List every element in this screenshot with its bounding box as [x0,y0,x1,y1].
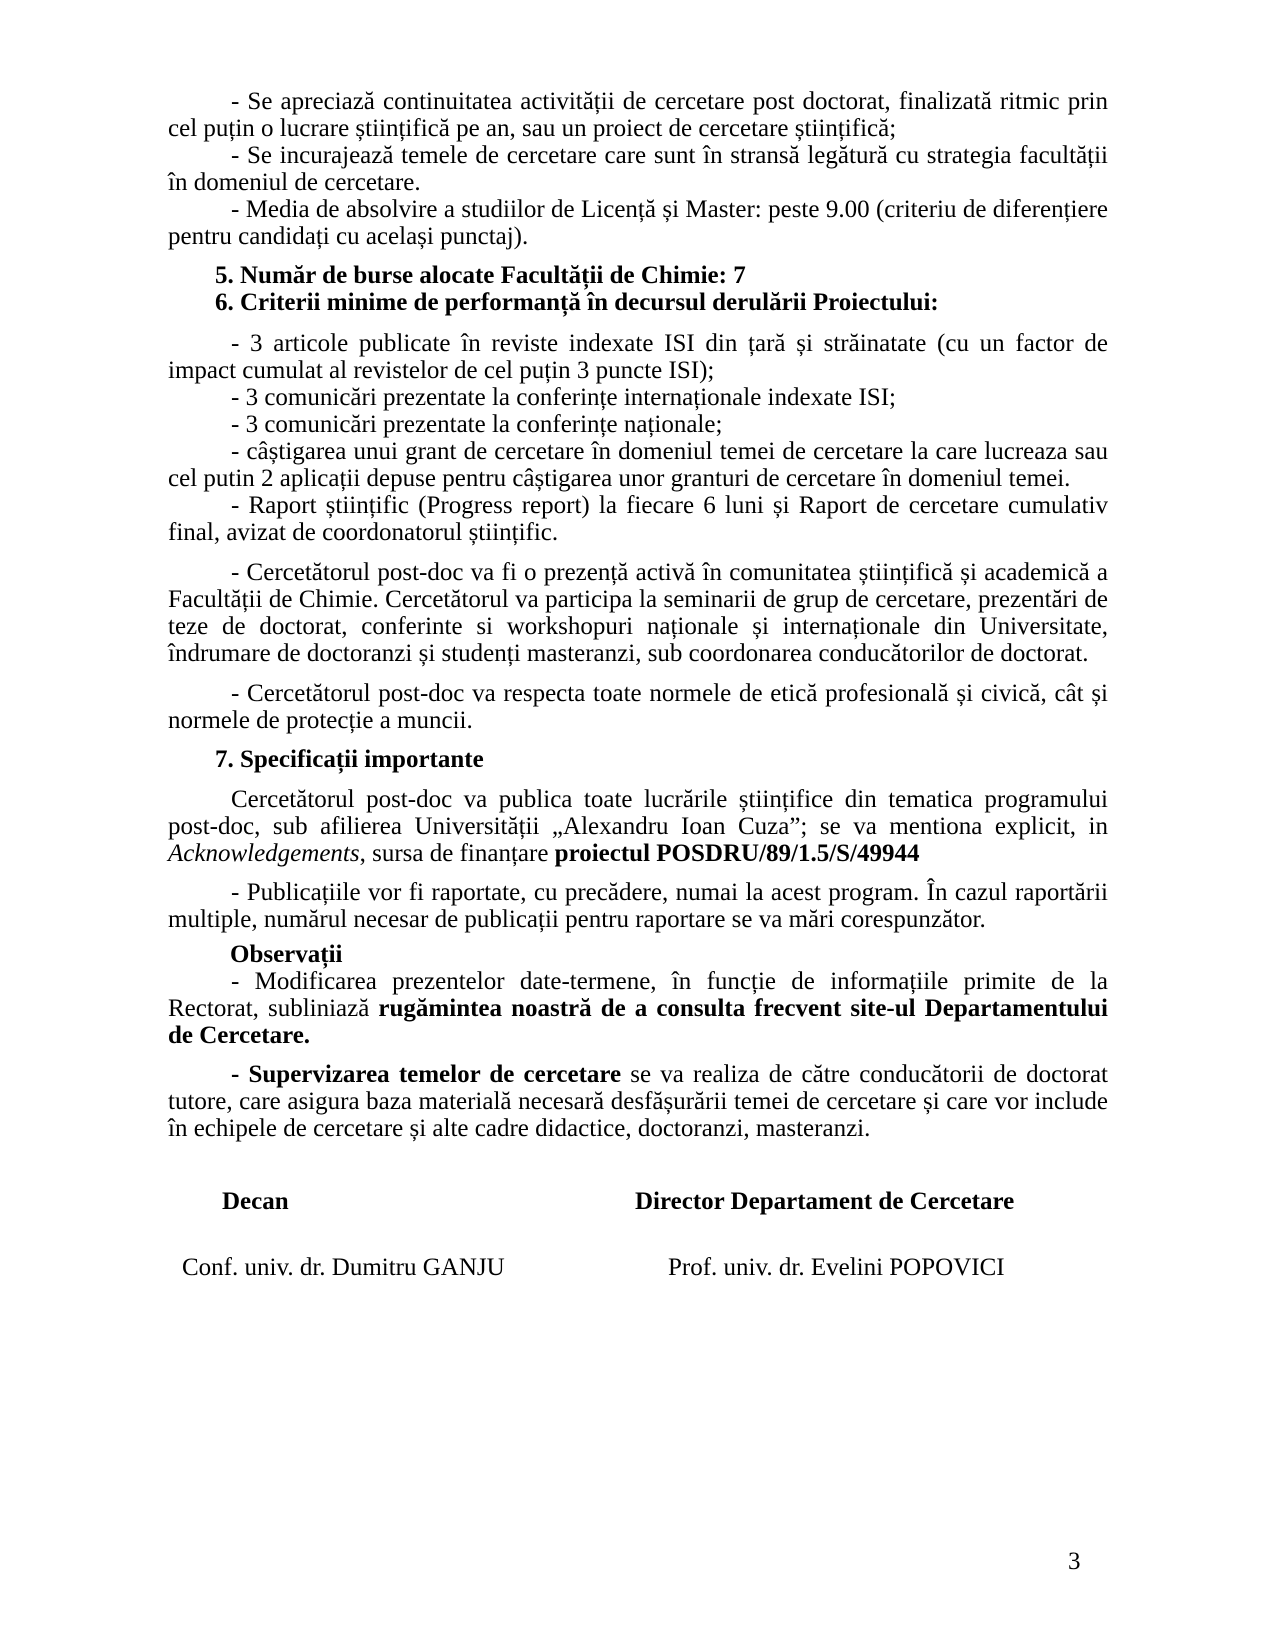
signature-name-research-director: Prof. univ. dr. Evelini POPOVICI [668,1254,1005,1281]
list-item-international-conferences: - 3 comunicări prezentate la conferințe internaționale indexate ISI; [231,384,896,411]
list-item-national-conferences: - 3 comunicări prezentate la conferințe naționale; [231,411,723,438]
paragraph-ethics: - Cercetătorul post-doc va respecta toate normele de etică profesională și civică, cât și normele de protecție a muncii. [168,680,1108,734]
document-body [168,88,1108,1281]
signature-title-dean: Decan [222,1188,289,1215]
paragraph-supervision [168,1061,1108,1142]
paragraph-graduation-average: - Media de absolvire a studiilor de Licență și Master: peste 9.00 (criteriu de diferențiere pentru candidați cu același punctaj). [168,196,1108,250]
heading-section-5: 5. Număr de burse alocate Facultății de Chimie: 7 [215,262,746,289]
text-run: , sursa de finanțare [359,840,555,867]
paragraph-continuity-criterion: - Se apreciază continuitatea activității de cercetare post doctorat, finalizată ritmic prin cel puțin o lucrare științifică pe an, sau un proiect de cercetare științifică; [168,88,1108,142]
signature-name-dean: Conf. univ. dr. Dumitru GANJU [182,1254,505,1281]
heading-section-6: 6. Criterii minime de performanță în decursul derulării Proiectului: [215,289,939,316]
list-item-progress-report: - Raport științific (Progress report) la fiecare 6 luni și Raport de cercetare cumulativ final, avizat de coordonatorul științific. [168,492,1108,546]
text-run: Cercetătorul post-doc va publica toate lucrările științifice din tematica programului post-doc, sub afilierea Universității „Alexandru Ioan Cuza”; se va mentiona explicit, in [168,786,1108,840]
signature-title-research-director: Director Departament de Cercetare [635,1188,1015,1215]
paragraph-publication-affiliation [168,786,1108,867]
paragraph-publication-reporting: - Publicațiile vor fi raportate, cu precădere, numai la acest program. În cazul raportării multiple, numărul necesar de publicații pentru raportare se va mări corespunzător. [168,879,1108,933]
text-run-italic-acknowledgements: Acknowledgements [168,840,360,867]
heading-section-7: 7. Specificații importante [215,746,484,773]
list-item-articles-isi: - 3 articole publicate în reviste indexate ISI din țară și străinatate (cu un factor de impact cumulat al revistelor de cel puțin 3 puncte ISI); [168,330,1108,384]
list-item-grant: - câștigarea unui grant de cercetare în domeniul temei de cercetare la care lucreaza sau cel putin 2 aplicații depuse pentru câștigarea unor granturi de cercetare în domeniul temei. [168,438,1108,492]
text-run-bold-consult-site: rugămintea noastră de a consulta frecvent site-ul Departamentului de Cercetare. [168,995,1108,1049]
text-run: - Modificarea prezentelor date-termene, în funcție de informațiile primite de la Rectorat, subliniază [168,968,1108,1022]
page-number: 3 [1068,1548,1081,1575]
heading-observations: Observații [230,941,343,968]
text-run-bold-supervision: - Supervizarea temelor de cercetare [231,1061,622,1088]
text-run-bold-project-code: proiectul POSDRU/89/1.5/S/49944 [554,840,920,867]
paragraph-encouraged-themes: - Se incurajează temele de cercetare care sunt în stransă legătură cu strategia facultății în domeniul de cercetare. [168,142,1108,196]
signature-block [168,1188,1108,1308]
text-run: se va realiza de către conducătorii de doctorat tutore, care asigura baza materială necesară desfășurării temei de cercetare și care vor include în echipele de cercetare și alte cadre didactice, doctoranzi, masteranzi. [168,1061,1108,1142]
paragraph-active-presence: - Cercetătorul post-doc va fi o prezență activă în comunitatea științifică și academică a Facultății de Chimie. Cercetătorul va participa la seminarii de grup de cercetare, prezentări de teze de doctorat, conferinte si workshopuri naționale și internaționale din Universitate, îndrumare de doctoranzi și studenți masteranzi, sub coordonarea conducătorilor de doctorat. [168,559,1108,667]
paragraph-date-changes [168,968,1108,1049]
